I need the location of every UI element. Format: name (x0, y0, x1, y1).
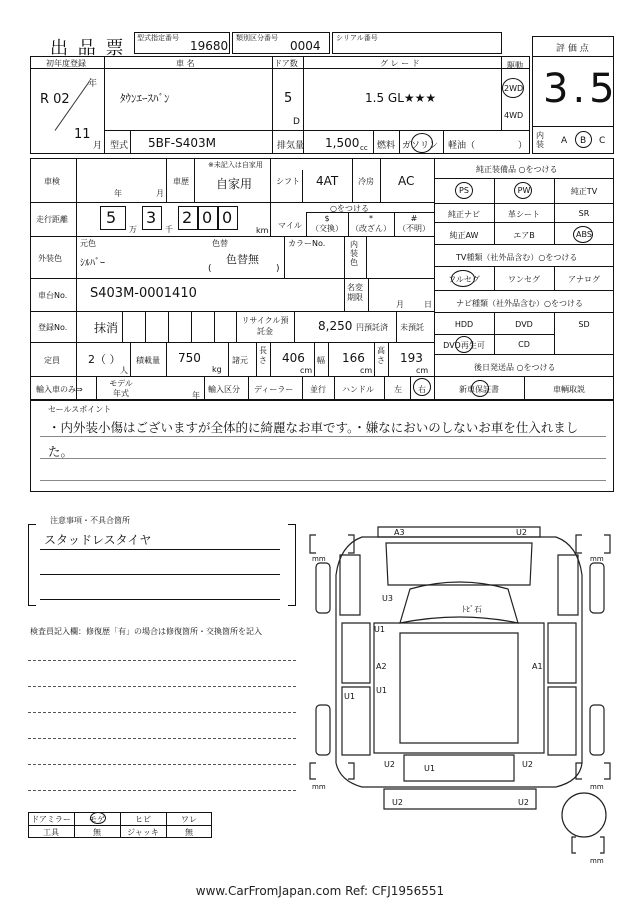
mm-4: mm (590, 783, 604, 791)
mileage-label: 走行距離 (36, 215, 68, 224)
mark-a3: A3 (394, 528, 405, 537)
car-damage-diagram (300, 515, 620, 865)
mileage-digit-2: 3 (146, 208, 157, 227)
interior-a: A (561, 136, 568, 146)
import-dealer: ディーラー (254, 385, 294, 394)
sales-line-1: ・内外装小傷はございますが全体的に綺麗なお車です。・嫌なにおいのしないお車を仕入れまし (48, 420, 579, 435)
mileage-opt-exchange: $ （交換） (311, 214, 343, 233)
sales-box (30, 400, 614, 492)
chassis-label: 車台No. (38, 291, 68, 300)
mirror-mogeru-circle (90, 812, 106, 824)
class-no: 0004 (290, 39, 321, 53)
interior-b-circle (575, 131, 592, 148)
color-paren-open: ( (208, 264, 212, 274)
equip-airbag: エアB (513, 231, 535, 240)
drive-2wd: 2WD (504, 84, 524, 93)
year-unit: 年 (88, 79, 98, 89)
navi-dvd-play-circle (455, 336, 473, 353)
sen-unit: 千 (165, 225, 173, 234)
interior-b: B (580, 136, 587, 146)
tv-analog: アナログ (568, 275, 600, 284)
class-no-label: 類別区分番号 (236, 34, 278, 42)
mileage-mark-note: ○をつける (330, 204, 369, 213)
equip-pw: PW (517, 186, 531, 195)
displacement: 1,500 (325, 136, 360, 150)
mark-u2-front: U2 (516, 528, 527, 537)
mirror-r3: ジャッキ (127, 828, 159, 837)
insp-year-unit: 年 (114, 189, 122, 198)
equipment-title: 純正装備品 ○をつける (476, 165, 558, 174)
length-label: 長さ (259, 346, 267, 365)
km-unit: km (256, 226, 269, 235)
mark-u3: U3 (382, 594, 393, 603)
mark-u2-rr: U2 (518, 798, 529, 807)
mileage-digit-1: 5 (106, 208, 117, 227)
navi-dvd-play: DVD再生可 (443, 341, 485, 350)
shift-label: シフト (276, 177, 300, 186)
footer-ref: www.CarFromJapan.com Ref: CFJ1956551 (195, 884, 445, 898)
mark-u1-mid: U1 (376, 686, 387, 695)
sales-line-2: た。 (48, 444, 74, 459)
notes-line-1: スタッドレスタイヤ (44, 533, 152, 547)
inspection-label: 車検 (44, 177, 60, 186)
page-title: 出 品 票 (50, 38, 126, 59)
mark-u1-rear: U1 (424, 764, 435, 773)
width-label: 幅 (317, 356, 325, 365)
docs-warranty-circle (471, 380, 489, 397)
reg-label: 登録No. (38, 323, 68, 332)
fuel-other-close: ） (518, 141, 528, 151)
mileage-digit-5: 0 (222, 208, 233, 227)
interior-label: 内装 (536, 131, 544, 149)
model-no: 19680 (190, 39, 229, 53)
mirror-h1: ドアミラー (31, 815, 71, 824)
man-unit: 万 (129, 225, 137, 234)
height: 193 (400, 351, 423, 365)
fuel: ガソリン (402, 141, 439, 151)
mirror-h4: ワレ (181, 815, 197, 824)
handle-right: 右 (418, 385, 426, 394)
reg: 抹消 (94, 321, 119, 335)
equip-ps-circle (455, 182, 473, 199)
aircon-label: 冷房 (358, 177, 374, 186)
grade-label: グ レ ー ド (380, 59, 420, 68)
drive-2wd-circle (502, 78, 524, 98)
mark-a2: A2 (376, 662, 387, 671)
equip-sr: SR (578, 209, 590, 218)
equip-abs-circle (573, 226, 593, 243)
height-label: 高さ (377, 346, 385, 365)
mark-u1-left: U1 (344, 692, 355, 701)
car-name: ﾀｳﾝｴｰｽﾊﾞﾝ (120, 92, 170, 105)
import-parallel: 並行 (310, 385, 326, 394)
mark-u2-left: U2 (384, 760, 395, 769)
capacity-label: 定員 (44, 356, 60, 365)
docs-warranty: 新車保証書 (459, 385, 499, 394)
equip-abs: ABS (576, 230, 592, 239)
handle-right-circle (413, 378, 431, 396)
displacement-label: 排気量 (277, 141, 305, 151)
mm-3: mm (312, 783, 326, 791)
mark-u2-rl: U2 (392, 798, 403, 807)
docs-manual: 車輌取説 (553, 385, 585, 394)
model-year-unit: 年 (192, 391, 200, 400)
handle-label: ハンドル (342, 385, 374, 394)
width: 166 (342, 351, 365, 365)
length: 406 (282, 351, 305, 365)
dims-label: 諸元 (232, 356, 248, 365)
mirror-r1: 工具 (43, 828, 59, 837)
recycle-unit: 円預託済 (356, 323, 388, 332)
color-no-label: カラーNo. (288, 239, 326, 248)
door-label: ドア数 (274, 59, 298, 68)
first-reg-year: R 02 (40, 92, 70, 107)
tv-title: TV種類（社外品含む）○をつける (456, 253, 578, 262)
color-paren-close: ) (276, 264, 280, 274)
model-label: 型式 (110, 141, 129, 151)
mirror-r4: 無 (185, 828, 193, 837)
navi-title: ナビ種類（社外品含む）○をつける (456, 299, 583, 308)
recycle-status: 未預託 (400, 323, 424, 332)
grade: 1.5 GL★★★ (365, 91, 437, 105)
equip-navi: 純正ナビ (448, 210, 480, 219)
capacity-unit: 人 (120, 366, 128, 375)
rating-label: 評 価 点 (556, 44, 589, 54)
model-no-label: 型式指定番号 (137, 34, 179, 42)
color-change: 色替無 (226, 253, 259, 266)
model-year-label: モデル年式 (109, 379, 133, 398)
serial-label: シリアル番号 (336, 34, 378, 42)
load-label: 積載量 (136, 356, 160, 365)
history-label: 車歴 (173, 177, 189, 186)
fuel-other: 軽油（ (448, 141, 476, 151)
aircon: AC (398, 174, 415, 188)
mm-2: mm (590, 555, 604, 563)
mirror-r2: 無 (93, 828, 101, 837)
equip-pw-circle (514, 182, 532, 199)
history: 自家用 (216, 177, 253, 191)
navi-dvd: DVD (515, 320, 533, 329)
load: 750 (178, 351, 201, 365)
import-type-label: 輸入区分 (208, 385, 240, 394)
insp-month-unit: 月 (156, 189, 164, 198)
equip-ps: PS (459, 186, 469, 195)
chassis: S403M-0001410 (90, 286, 197, 301)
door-type: D (293, 117, 300, 127)
doors: 5 (284, 91, 293, 106)
width-unit: cm (360, 366, 373, 375)
nc-month-unit: 月 (396, 300, 404, 309)
mm-1: mm (312, 555, 326, 563)
fuel-circle (411, 133, 433, 153)
height-unit: cm (416, 366, 429, 375)
sales-label: セールスポイント (48, 405, 112, 414)
navi-hdd: HDD (454, 320, 474, 329)
navi-sd: SD (578, 320, 590, 329)
mark-u1-top: U1 (374, 625, 385, 634)
interior-c: C (599, 136, 606, 146)
load-unit: kg (212, 365, 222, 374)
unregistered-note: ※未記入は自家用 (208, 161, 263, 169)
mileage-opt-tampered: * （改ざん） (351, 214, 391, 233)
inspector-label: 検査員記入欄：修復歴「有」の場合は修復箇所・交換箇所を記入 (30, 627, 262, 636)
score: 3.5 (543, 66, 619, 112)
drive-4wd: 4WD (504, 111, 524, 120)
car-name-label: 車 名 (176, 59, 195, 68)
import-label: 輸入車のみ⇒ (36, 385, 83, 394)
nc-day-unit: 日 (424, 300, 432, 309)
mark-tobiishi: ﾄﾋﾞ石 (462, 605, 482, 614)
mm-5: mm (590, 857, 604, 865)
color-label: 外装色 (38, 254, 62, 263)
drive-label: 駆動 (507, 61, 523, 70)
model: 5BF-S403M (148, 136, 216, 150)
tv-oneseg: ワンセグ (508, 275, 540, 284)
shift: 4AT (316, 174, 339, 188)
docs-title: 後日発送品 ○をつける (474, 363, 556, 372)
tv-fullseg: フルセグ (448, 275, 480, 284)
orig-color-label: 元色 (80, 239, 96, 248)
month-unit: 月 (93, 141, 103, 151)
mileage-digit-4: 0 (202, 208, 213, 227)
mileage-digit-3: 2 (182, 208, 193, 227)
fuel-label: 燃料 (377, 141, 396, 151)
tv-fullseg-circle (451, 270, 475, 287)
first-reg-month: 11 (74, 127, 91, 142)
recycle-label: リサイクル預託金 (241, 316, 289, 336)
navi-cd: CD (518, 340, 530, 349)
mileage-opt-unknown: # （不明） (398, 214, 430, 233)
mark-u2-right: U2 (522, 760, 533, 769)
mark-a1: A1 (532, 662, 543, 671)
equip-leather: 革シート (508, 210, 540, 219)
capacity: 2（ ） (88, 353, 121, 366)
equip-tv: 純正TV (570, 187, 598, 196)
color-change-label: 色替 (212, 239, 228, 248)
mile-label: マイル (278, 221, 302, 230)
first-reg-label: 初年度登録 (46, 59, 86, 68)
displacement-unit: cc (360, 144, 368, 152)
interior-color-label: 内装色 (350, 240, 358, 267)
mirror-h2: モゲ (89, 815, 105, 824)
orig-color: ｼﾙﾊﾞｰ (80, 258, 105, 269)
equip-aw: 純正AW (449, 231, 479, 240)
handle-left: 左 (394, 385, 402, 394)
name-change-label: 名変期限 (347, 283, 363, 302)
length-unit: cm (300, 366, 313, 375)
mirror-h3: ヒビ (135, 815, 151, 824)
recycle: 8,250 (318, 319, 353, 333)
notes-label: 注意事項・不具合箇所 (50, 516, 130, 525)
